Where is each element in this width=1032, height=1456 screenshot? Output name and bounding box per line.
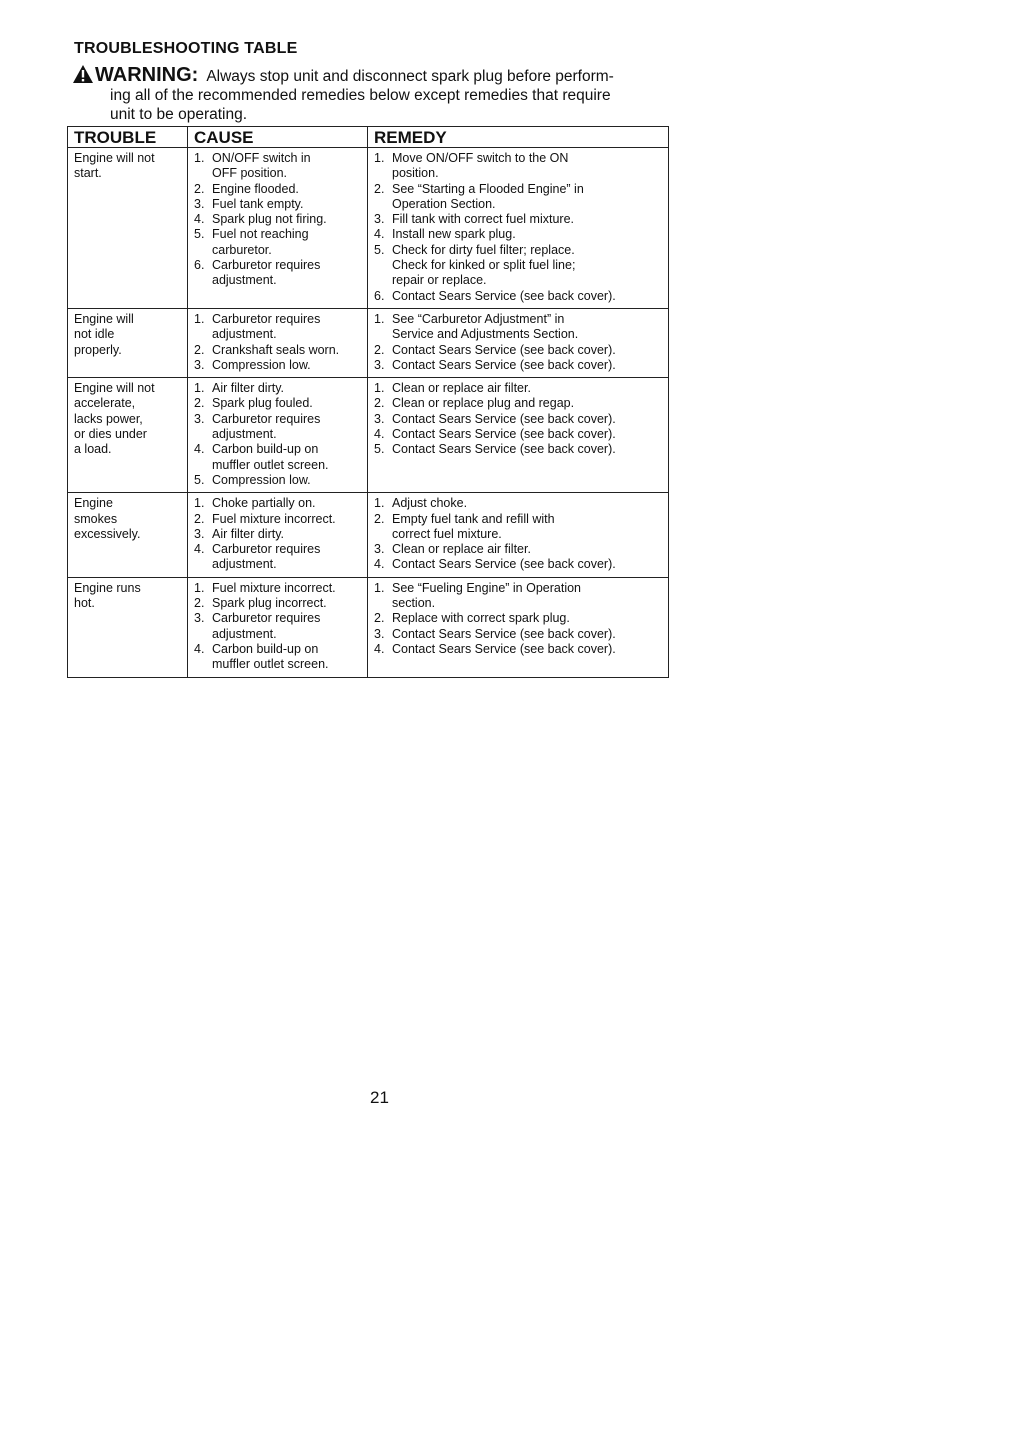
item-number: 4. — [374, 227, 385, 242]
item-number: 4. — [194, 641, 205, 656]
trouble-cell: Engine will not idle properly. — [68, 308, 188, 377]
cause-item — [194, 581, 361, 596]
warning-label: WARNING: — [95, 64, 199, 86]
item-text: Contact Sears Service (see back cover). — [392, 557, 616, 572]
cause-cell — [188, 378, 368, 493]
item-number: 2. — [374, 342, 385, 357]
item-text: Contact Sears Service (see back cover). — [392, 641, 616, 656]
remedy-item — [374, 343, 662, 358]
remedy-cell — [368, 148, 669, 309]
item-text: See “Carburetor Adjustment” in Service and Adjustments Section. — [392, 311, 579, 342]
item-text: Contact Sears Service (see back cover). — [392, 357, 616, 372]
table-row — [68, 493, 669, 577]
item-text: Install new spark plug. — [392, 227, 516, 242]
item-text: Adjust choke. — [392, 496, 468, 511]
item-number: 4. — [194, 442, 205, 457]
item-number: 1. — [374, 311, 385, 326]
remedy-item — [374, 358, 662, 373]
item-number: 3. — [194, 611, 205, 626]
table-row — [68, 378, 669, 493]
page-number: 21 — [370, 1088, 389, 1107]
item-text: Contact Sears Service (see back cover). — [392, 411, 616, 426]
item-text: Contact Sears Service (see back cover). — [392, 442, 616, 457]
item-number: 4. — [194, 542, 205, 557]
item-number: 3. — [374, 411, 385, 426]
item-number: 3. — [194, 357, 205, 372]
item-number: 1. — [194, 496, 205, 511]
item-number: 5. — [374, 242, 385, 257]
cause-item — [194, 542, 361, 573]
item-number: 3. — [194, 196, 205, 211]
warning-first-line — [72, 64, 652, 86]
table-row — [68, 148, 669, 309]
item-text: Clean or replace air filter. — [392, 381, 531, 396]
warning-text-line1: Always stop unit and disconnect spark plug before perform- — [206, 68, 614, 85]
item-number: 1. — [194, 381, 205, 396]
item-number: 5. — [194, 227, 205, 242]
item-text: Air filter dirty. — [212, 526, 284, 541]
item-text: Compression low. — [212, 472, 311, 487]
item-number: 2. — [194, 181, 205, 196]
cause-cell — [188, 308, 368, 377]
remedy-cell — [368, 577, 669, 677]
item-text: Spark plug fouled. — [212, 396, 313, 411]
table-row — [68, 308, 669, 377]
item-number: 3. — [194, 526, 205, 541]
item-number: 4. — [374, 427, 385, 442]
item-text: Carburetor requires adjustment. — [212, 258, 321, 288]
cause-item — [194, 182, 361, 197]
header-cause: CAUSE — [188, 127, 368, 148]
item-number: 6. — [194, 258, 205, 273]
item-number: 2. — [194, 596, 205, 611]
cause-cell — [188, 148, 368, 309]
item-number: 3. — [374, 357, 385, 372]
warning-text-line2: ing all of the recommended remedies below except remedies that require — [110, 87, 611, 104]
table-row — [68, 577, 669, 677]
cause-item — [194, 642, 361, 673]
cause-item — [194, 343, 361, 358]
cause-item — [194, 512, 361, 527]
remedy-item — [374, 396, 662, 411]
remedy-cell — [368, 308, 669, 377]
item-number: 4. — [194, 212, 205, 227]
troubleshooting-table — [67, 126, 669, 678]
item-number: 2. — [374, 611, 385, 626]
item-number: 3. — [194, 411, 205, 426]
item-number: 3. — [374, 212, 385, 227]
remedy-item — [374, 611, 662, 626]
remedy-item — [374, 151, 662, 182]
table-body — [68, 148, 669, 678]
remedy-item — [374, 182, 662, 213]
item-number: 1. — [374, 580, 385, 595]
cause-item — [194, 611, 361, 642]
remedy-item — [374, 427, 662, 442]
item-text: Contact Sears Service (see back cover). — [392, 427, 616, 442]
item-number: 4. — [374, 557, 385, 572]
item-text: Move ON/OFF switch to the ON position. — [392, 151, 569, 181]
header-remedy: REMEDY — [368, 127, 669, 148]
cause-item — [194, 212, 361, 227]
item-text: Fuel not reaching carburetor. — [212, 227, 309, 257]
item-text: Check for dirty fuel filter; replace. Check for kinked or split fuel line; repair or replace. — [392, 242, 576, 288]
remedy-item — [374, 557, 662, 572]
cause-item — [194, 596, 361, 611]
cause-item — [194, 396, 361, 411]
item-text: Empty fuel tank and refill with correct fuel mixture. — [392, 511, 555, 541]
warning-text-line3: unit to be operating. — [110, 106, 248, 123]
item-text: Replace with correct spark plug. — [392, 611, 570, 626]
item-text: Crankshaft seals worn. — [212, 342, 340, 357]
item-text: Air filter dirty. — [212, 381, 284, 396]
remedy-cell — [368, 493, 669, 577]
item-text: Carburetor requires adjustment. — [212, 611, 321, 641]
item-number: 4. — [374, 641, 385, 656]
remedy-cell — [368, 378, 669, 493]
item-number: 2. — [194, 396, 205, 411]
remedy-item — [374, 289, 662, 304]
item-number: 5. — [374, 442, 385, 457]
item-text: Engine flooded. — [212, 181, 299, 196]
item-number: 1. — [194, 311, 205, 326]
item-text: Fill tank with correct fuel mixture. — [392, 212, 574, 227]
remedy-item — [374, 542, 662, 557]
item-text: Carburetor requires adjustment. — [212, 542, 321, 572]
remedy-item — [374, 412, 662, 427]
item-text: Compression low. — [212, 357, 311, 372]
cause-item — [194, 197, 361, 212]
item-text: See “Fueling Engine” in Operation section. — [392, 580, 582, 611]
cause-item — [194, 412, 361, 443]
trouble-cell: Engine will not start. — [68, 148, 188, 309]
item-text: Carbon build-up on muffler outlet screen. — [212, 641, 329, 672]
cause-item — [194, 473, 361, 488]
item-text: See “Starting a Flooded Engine” in Operation Section. — [392, 181, 584, 211]
item-number: 2. — [194, 342, 205, 357]
remedy-item — [374, 627, 662, 642]
warning-notice — [72, 64, 652, 124]
item-text: Carbon build-up on muffler outlet screen. — [212, 442, 329, 472]
cause-item — [194, 227, 361, 258]
item-text: Spark plug incorrect. — [212, 596, 327, 611]
remedy-item — [374, 442, 662, 457]
trouble-cell: Engine runs hot. — [68, 577, 188, 677]
remedy-item — [374, 581, 662, 612]
cause-item — [194, 358, 361, 373]
cause-cell — [188, 577, 368, 677]
item-text: Spark plug not firing. — [212, 212, 327, 227]
remedy-item — [374, 496, 662, 511]
item-text: Contact Sears Service (see back cover). — [392, 342, 616, 357]
item-number: 1. — [194, 580, 205, 595]
cause-item — [194, 527, 361, 542]
item-text: ON/OFF switch in OFF position. — [212, 151, 311, 181]
cause-cell — [188, 493, 368, 577]
item-number: 3. — [374, 542, 385, 557]
remedy-item — [374, 381, 662, 396]
remedy-item — [374, 212, 662, 227]
item-number: 1. — [374, 381, 385, 396]
warning-triangle-icon — [72, 64, 94, 84]
cause-item — [194, 151, 361, 182]
item-text: Carburetor requires adjustment. — [212, 411, 321, 442]
item-number: 2. — [374, 181, 385, 196]
cause-item — [194, 496, 361, 511]
item-text: Fuel mixture incorrect. — [212, 511, 336, 526]
item-text: Carburetor requires adjustment. — [212, 311, 321, 342]
cause-item — [194, 442, 361, 473]
item-text: Clean or replace plug and regap. — [392, 396, 575, 411]
remedy-item — [374, 312, 662, 343]
item-number: 1. — [374, 151, 385, 165]
trouble-cell: Engine will not accelerate, lacks power, or dies under a load. — [68, 378, 188, 493]
remedy-item — [374, 512, 662, 543]
table-header-row — [68, 127, 669, 148]
page-title: TROUBLESHOOTING TABLE — [74, 40, 298, 57]
item-text: Clean or replace air filter. — [392, 542, 531, 557]
header-trouble: TROUBLE — [68, 127, 188, 148]
item-text: Fuel tank empty. — [212, 196, 304, 211]
item-number: 2. — [374, 396, 385, 411]
item-text: Choke partially on. — [212, 496, 316, 511]
item-number: 5. — [194, 472, 205, 487]
item-number: 6. — [374, 288, 385, 303]
cause-item — [194, 381, 361, 396]
item-number: 1. — [374, 496, 385, 511]
item-number: 3. — [374, 626, 385, 641]
item-text: Contact Sears Service (see back cover). — [392, 288, 616, 303]
remedy-item — [374, 227, 662, 242]
item-number: 2. — [374, 511, 385, 526]
item-text: Fuel mixture incorrect. — [212, 580, 336, 595]
cause-item — [194, 312, 361, 343]
item-text: Contact Sears Service (see back cover). — [392, 626, 616, 641]
trouble-cell: Engine smokes excessively. — [68, 493, 188, 577]
item-number: 2. — [194, 511, 205, 526]
cause-item — [194, 258, 361, 289]
remedy-item — [374, 243, 662, 289]
remedy-item — [374, 642, 662, 657]
item-number: 1. — [194, 151, 205, 165]
